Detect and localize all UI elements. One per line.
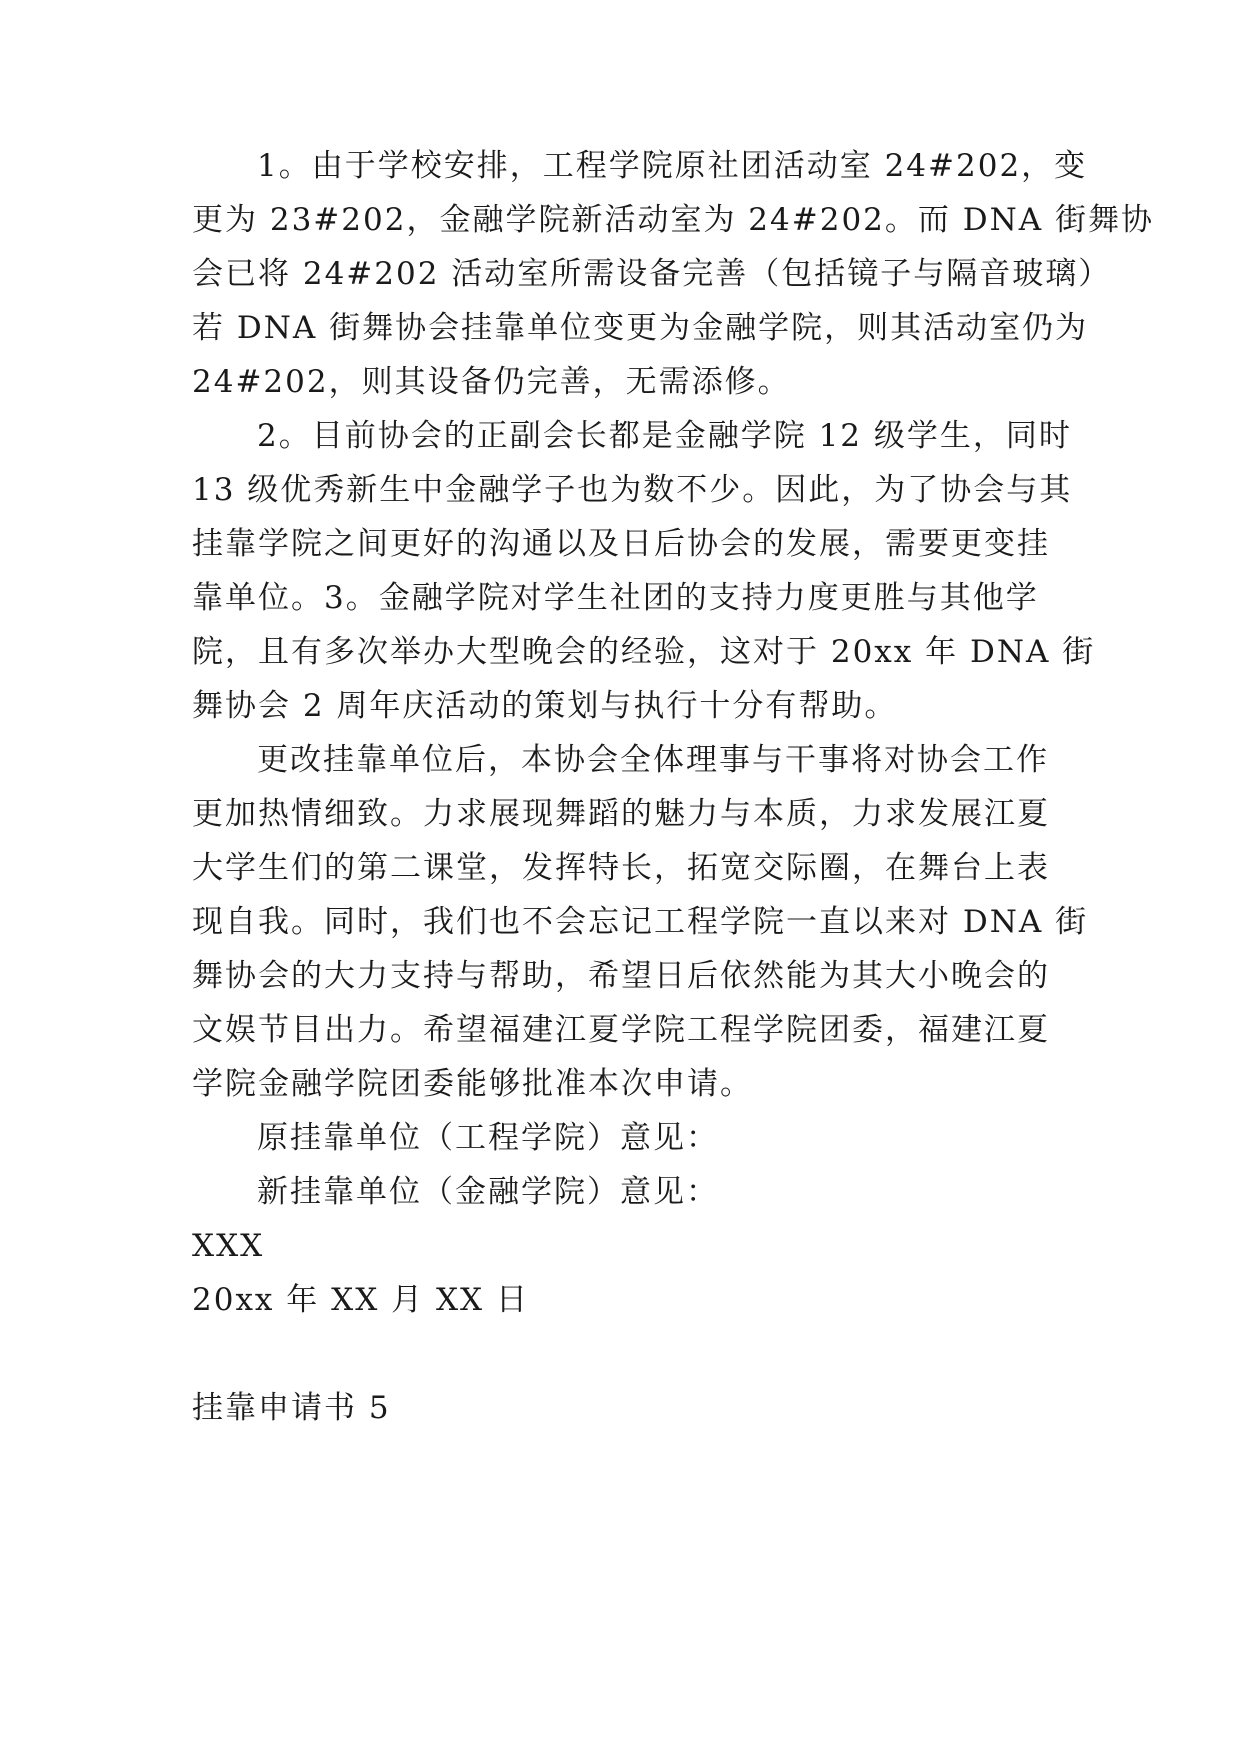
paragraph-2-line-3: 挂靠学院之间更好的沟通以及日后协会的发展，需要更变挂 — [192, 526, 1050, 562]
paragraph-2-line-5: 院，且有多次举办大型晚会的经验，这对于 20xx 年 DNA 街 — [192, 634, 1096, 670]
paragraph-1-line-2: 更为 23#202，金融学院新活动室为 24#202。而 DNA 街舞协 — [192, 202, 1154, 238]
paragraph-1-line-1: 1。由于学校安排，工程学院原社团活动室 24#202，变 — [257, 148, 1088, 184]
paragraph-3-line-2: 更加热情细致。力求展现舞蹈的魅力与本质，力求发展江夏 — [192, 796, 1050, 832]
paragraph-1-line-5: 24#202，则其设备仍完善，无需添修。 — [192, 364, 791, 400]
signature: XXX — [192, 1228, 265, 1264]
paragraph-3-line-7: 学院金融学院团委能够批准本次申请。 — [192, 1066, 753, 1102]
paragraph-3-line-6: 文娱节目出力。希望福建江夏学院工程学院团委，福建江夏 — [192, 1012, 1050, 1048]
paragraph-2-line-6: 舞协会 2 周年庆活动的策划与执行十分有帮助。 — [192, 688, 898, 724]
paragraph-3-line-1: 更改挂靠单位后，本协会全体理事与干事将对协会工作 — [257, 742, 1049, 778]
date: 20xx 年 XX 月 XX 日 — [192, 1282, 529, 1318]
paragraph-2-line-4: 靠单位。3。金融学院对学生社团的支持力度更胜与其他学 — [192, 580, 1039, 616]
paragraph-1-line-3: 会已将 24#202 活动室所需设备完善（包括镜子与隔音玻璃） — [192, 256, 1112, 292]
new-unit-opinion: 新挂靠单位（金融学院）意见： — [257, 1174, 719, 1210]
paragraph-2-line-1: 2。目前协会的正副会长都是金融学院 12 级学生，同时 — [257, 418, 1072, 454]
paragraph-1-line-4: 若 DNA 街舞协会挂靠单位变更为金融学院，则其活动室仍为 — [192, 310, 1089, 346]
next-document-title: 挂靠申请书 5 — [192, 1390, 391, 1426]
paragraph-2-line-2: 13 级优秀新生中金融学子也为数不少。因此，为了协会与其 — [192, 472, 1073, 508]
paragraph-3-line-4: 现自我。同时，我们也不会忘记工程学院一直以来对 DNA 街 — [192, 904, 1089, 940]
paragraph-3-line-5: 舞协会的大力支持与帮助，希望日后依然能为其大小晚会的 — [192, 958, 1050, 994]
original-unit-opinion: 原挂靠单位（工程学院）意见： — [257, 1120, 719, 1156]
paragraph-3-line-3: 大学生们的第二课堂，发挥特长，拓宽交际圈，在舞台上表 — [192, 850, 1050, 886]
